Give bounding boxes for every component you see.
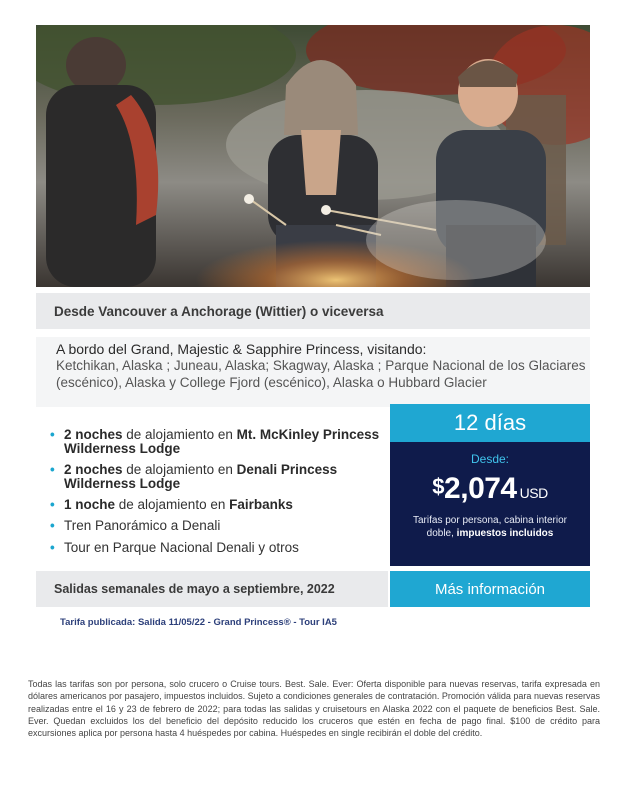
price-note: [390, 514, 590, 540]
benefit-lodge: Denali Princess Wilderness Lodge: [64, 462, 338, 491]
itinerary-block: [36, 337, 590, 407]
price-from-label: Desde:: [470, 452, 510, 466]
bullet-icon: •: [50, 540, 55, 555]
benefit-item: [50, 463, 388, 491]
benefit-text: Tren Panorámico a Denali: [64, 518, 221, 533]
campfire-couple-photo: [36, 25, 590, 287]
benefit-nights: 2 noches: [64, 427, 123, 442]
benefit-text: de alojamiento en: [122, 462, 237, 477]
price-amount: [390, 472, 590, 506]
benefit-lodge: Mt. McKinley Princess Wilderness Lodge: [64, 427, 380, 456]
price-note-text: Tarifas por persona, cabina interior doble,: [413, 515, 567, 539]
price-currency: USD: [519, 485, 548, 501]
bullet-icon: •: [50, 518, 55, 533]
benefit-text: Tour en Parque Nacional Denali y otros: [64, 540, 299, 555]
route-text: Desde Vancouver a Anchorage (Wittier) o viceversa: [54, 303, 384, 319]
benefit-item: [50, 541, 388, 555]
more-info-button[interactable]: [390, 571, 590, 607]
duration-badge: [390, 404, 590, 442]
benefit-nights: 1 noche: [64, 497, 116, 512]
published-fare-note: Tarifa publicada: Salida 11/05/22 - Grand Princess® - Tour IA5: [60, 617, 337, 628]
more-info-label: Más información: [434, 580, 546, 598]
duration-text: 12 días: [453, 410, 527, 435]
benefit-lodge: Fairbanks: [229, 497, 293, 512]
benefit-text: de alojamiento en: [115, 497, 230, 512]
ship-title: A bordo del Grand, Majestic & Sapphire Princess, visitando:: [56, 341, 427, 357]
benefit-nights: 2 noches: [64, 462, 123, 477]
route-bar: [36, 293, 590, 329]
benefits-list: [36, 414, 388, 564]
bullet-icon: •: [50, 497, 55, 512]
price-box: [390, 442, 590, 566]
price-note-bold: impuestos incluidos: [456, 528, 554, 539]
benefit-text: de alojamiento en: [122, 427, 237, 442]
bullet-icon: •: [50, 427, 55, 442]
hero-illustration: [36, 25, 590, 287]
bullet-icon: •: [50, 462, 55, 477]
price-value: 2,074: [444, 472, 517, 505]
benefit-item: [50, 498, 388, 512]
departures-text: Salidas semanales de mayo a septiembre, 2022: [54, 582, 335, 596]
dollar-sign: $: [432, 474, 445, 499]
legal-disclaimer: Todas las tarifas son por persona, solo crucero o Cruise tours. Best. Sale. Ever: Oferta disponible para nuevas reservas, tarifa expresada en dólares americanos por pasajero, impuestos incluidos. Sujeto a condiciones generales de contratación. Promoción válida para nuevas reservas realizadas entre el 16 y 23 de febrero de 2022; para todas las salidas y cruisetours en Alaska 2022 con el paquete de beneficios Best. Sale. Ever. Quedan excluidos los del beneficio del depósito reducido los cruceros que estén en fecha de pago final. $100 de crédito para excursiones aplica por persona hasta 4 huéspedes por cabina. Huéspedes en single recibirán el doble del crédito.: [28, 679, 600, 739]
benefit-item: [50, 519, 388, 533]
ports-list: Ketchikan, Alaska ; Juneau, Alaska; Skagway, Alaska ; Parque Nacional de los Glaciares (escénico), Alaska y College Fjord (escénico), Alaska o Hubbard Glacier: [56, 358, 586, 390]
benefit-item: [50, 428, 388, 456]
departures-bar: [36, 571, 388, 607]
